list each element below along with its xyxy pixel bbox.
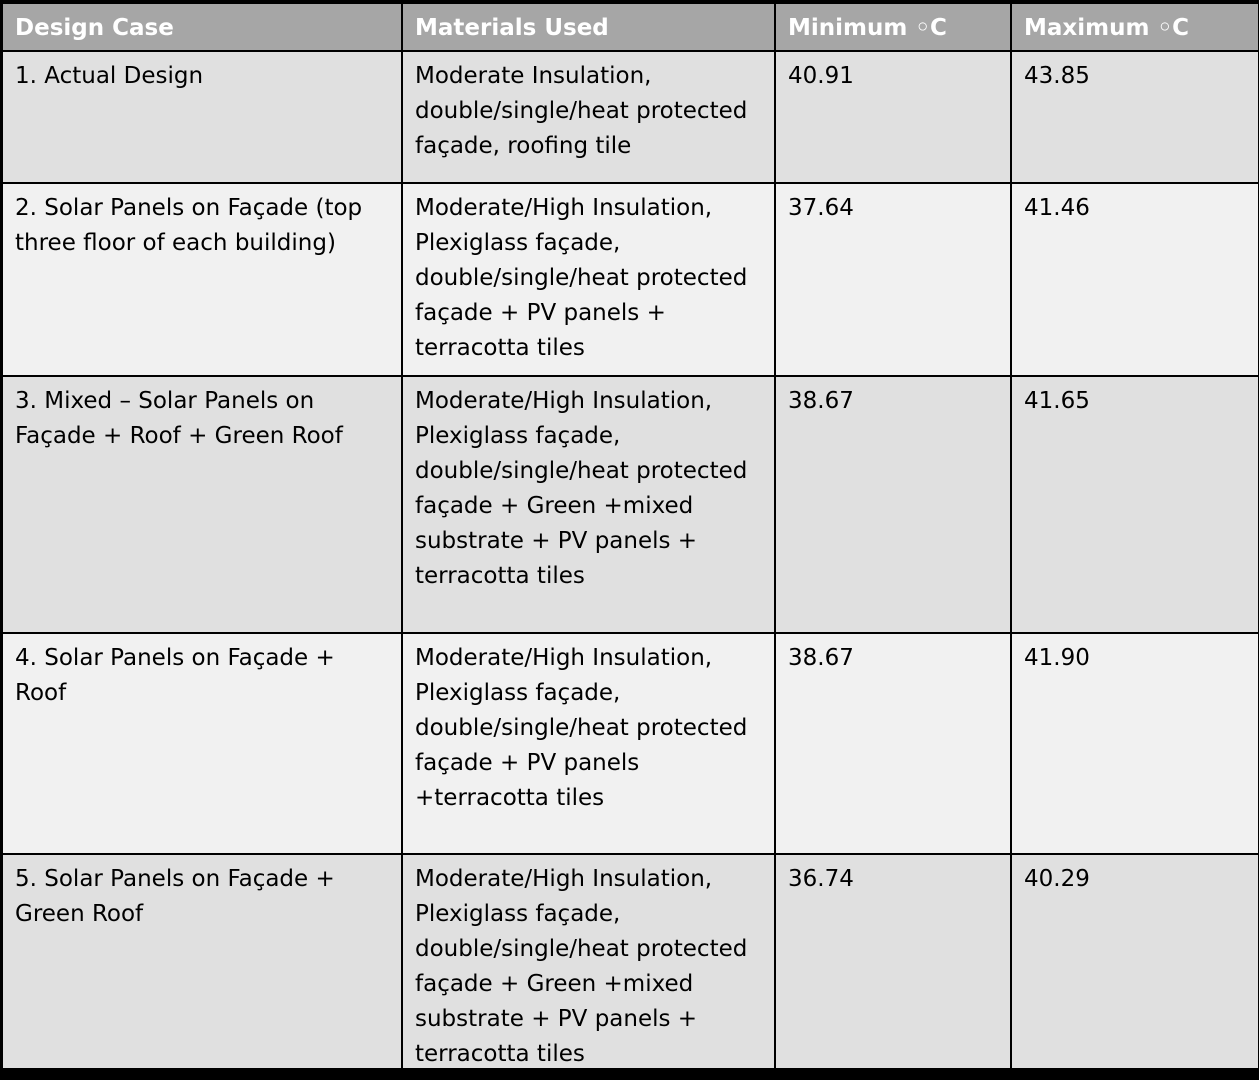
cell-design-case: 2. Solar Panels on Façade (top three floor of each building): [2, 183, 402, 376]
cell-minimum: 38.67: [775, 633, 1011, 854]
header-minimum-temp: Minimum ◦C: [775, 3, 1011, 51]
cell-minimum: 40.91: [775, 51, 1011, 183]
header-design-case: Design Case: [2, 3, 402, 51]
table-row: [2, 51, 1259, 183]
header-materials-used: Materials Used: [402, 3, 775, 51]
design-case-table-container: [1, 2, 1258, 1068]
cell-design-case: 4. Solar Panels on Façade + Roof: [2, 633, 402, 854]
cell-design-case: 3. Mixed – Solar Panels on Façade + Roof + Green Roof: [2, 376, 402, 633]
cell-minimum: 38.67: [775, 376, 1011, 633]
cell-minimum: 36.74: [775, 854, 1011, 1079]
cell-maximum: 41.65: [1011, 376, 1259, 633]
header-maximum-temp: Maximum ◦C: [1011, 3, 1259, 51]
cell-design-case: 1. Actual Design: [2, 51, 402, 183]
design-case-table: [1, 2, 1259, 1080]
table-row: [2, 376, 1259, 633]
table-row: [2, 633, 1259, 854]
cell-maximum: 41.90: [1011, 633, 1259, 854]
cell-design-case: 5. Solar Panels on Façade + Green Roof: [2, 854, 402, 1079]
cell-minimum: 37.64: [775, 183, 1011, 376]
cell-materials: Moderate/High Insulation, Plexiglass façade, double/single/heat protected façade + Green +mixed substrate + PV panels + terracotta tiles: [402, 376, 775, 633]
table-row: [2, 854, 1259, 1079]
bottom-border-bar: [0, 1068, 1259, 1079]
cell-maximum: 40.29: [1011, 854, 1259, 1079]
cell-maximum: 43.85: [1011, 51, 1259, 183]
cell-materials: Moderate Insulation, double/single/heat protected façade, roofing tile: [402, 51, 775, 183]
cell-materials: Moderate/High Insulation, Plexiglass façade, double/single/heat protected façade + PV panels +terracotta tiles: [402, 633, 775, 854]
table-row: [2, 183, 1259, 376]
table-header-row: [2, 3, 1259, 51]
cell-materials: Moderate/High Insulation, Plexiglass façade, double/single/heat protected façade + PV panels + terracotta tiles: [402, 183, 775, 376]
cell-maximum: 41.46: [1011, 183, 1259, 376]
cell-materials: Moderate/High Insulation, Plexiglass façade, double/single/heat protected façade + Green +mixed substrate + PV panels + terracotta tiles: [402, 854, 775, 1079]
